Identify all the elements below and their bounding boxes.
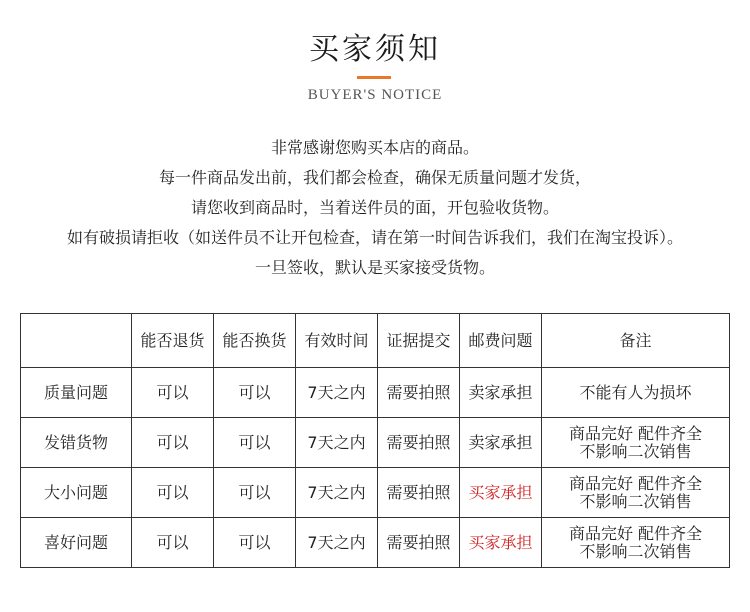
note-line-1: 商品完好 配件齐全 [568,423,703,443]
title-accent-divider [357,76,391,79]
notice-line: 请您收到商品时，当着送件员的面，开包验收货物。 [190,198,559,217]
header-cell-corner [21,314,132,368]
issue-cell: 喜好问题 [21,518,132,568]
postage-cell: 卖家承担 [460,368,542,418]
notice-line: 每一件商品发出前，我们都会检查，确保无质量问题才发货， [158,168,591,187]
page-subtitle: BUYER'S NOTICE [307,87,443,103]
note-line-1: 商品完好 配件齐全 [568,523,703,543]
note-cell [542,368,730,418]
return-cell: 可以 [132,368,214,418]
issue-cell: 大小问题 [21,468,132,518]
table-row [21,518,730,568]
return-policy-table [20,313,730,568]
issue-cell: 质量问题 [21,368,132,418]
header-cell-return: 能否退货 [132,314,214,368]
period-cell: 7天之内 [296,468,378,518]
evidence-cell: 需要拍照 [378,368,460,418]
evidence-cell: 需要拍照 [378,418,460,468]
postage-cell-highlight: 买家承担 [460,468,542,518]
header-cell-period: 有效时间 [296,314,378,368]
notice-line: 一旦签收，默认是买家接受货物。 [254,258,495,277]
header-cell-exchange: 能否换货 [214,314,296,368]
return-cell: 可以 [132,418,214,468]
evidence-cell: 需要拍照 [378,518,460,568]
exchange-cell: 可以 [214,468,296,518]
return-cell: 可以 [132,468,214,518]
note-line-1: 不能有人为损坏 [579,382,692,402]
table-header-row [21,314,730,368]
period-cell: 7天之内 [296,518,378,568]
period-cell: 7天之内 [296,418,378,468]
notice-line: 非常感谢您购买本店的商品。 [270,138,479,157]
header-cell-note: 备注 [542,314,730,368]
table-row [21,368,730,418]
period-cell: 7天之内 [296,368,378,418]
note-cell [542,518,730,568]
table-row [21,418,730,468]
return-cell: 可以 [132,518,214,568]
exchange-cell: 可以 [214,368,296,418]
note-cell [542,418,730,468]
table-row [21,468,730,518]
note-line-2: 不影响二次销售 [579,441,692,461]
exchange-cell: 可以 [214,518,296,568]
notice-line: 如有破损请拒收（如送件员不让开包检查，请在第一时间告诉我们，我们在淘宝投诉）。 [66,228,683,247]
postage-cell-highlight: 买家承担 [460,518,542,568]
header-cell-evidence: 证据提交 [378,314,460,368]
header-cell-postage: 邮费问题 [460,314,542,368]
note-line-1: 商品完好 配件齐全 [568,473,703,493]
note-line-2: 不影响二次销售 [579,491,692,511]
postage-cell: 卖家承担 [460,418,542,468]
evidence-cell: 需要拍照 [378,468,460,518]
notice-text-block [0,133,750,283]
issue-cell: 发错货物 [21,418,132,468]
exchange-cell: 可以 [214,418,296,468]
page-title: 买家须知 [309,32,441,67]
note-line-2: 不影响二次销售 [579,541,692,561]
note-cell [542,468,730,518]
